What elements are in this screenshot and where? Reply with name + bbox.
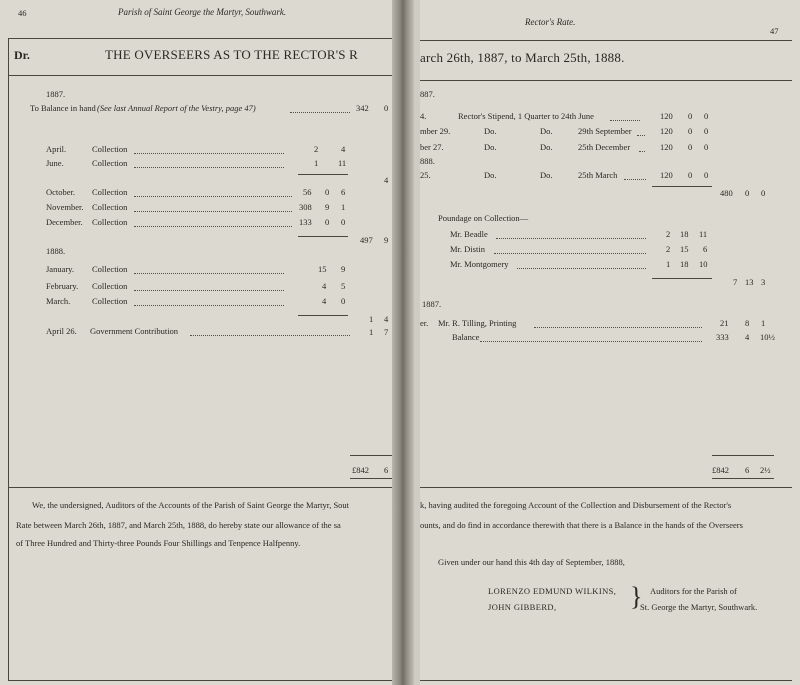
leader-dots [494,253,646,254]
poundage-name: Mr. Distin [450,244,485,254]
frame-bottom-right [420,680,792,681]
item-amount: 9 [325,202,330,212]
leader-dots [134,273,284,274]
stipend-total: 0 [745,188,750,198]
audit-text-left-1: We, the undersigned, Auditors of the Accounts of the Parish of Saint George the Martyr, Sout [32,500,350,510]
poundage-title: Poundage on Collection— [438,213,529,223]
stipend-amount: 120 [660,126,673,136]
poundage-total: 13 [745,277,754,287]
stipend-amount: 120 [660,142,673,152]
stipend-desc: Rector's Stipend, 1 Quarter to 24th June [458,111,594,121]
item-amount: 4 [322,296,327,306]
leader-dots [639,151,645,152]
item-amount: 0 [325,217,330,227]
printing-desc: Mr. R. Tilling, Printing [438,318,517,328]
leader-dots [517,268,646,269]
right-total-pence: 2½ [760,465,771,475]
item-amount: 5 [341,281,346,291]
subtotal-rule [298,236,348,237]
table-bottom-right [420,487,792,488]
left-year-1887: 1887. [46,89,66,99]
month-label: January. [46,264,75,274]
gov-desc: Government Contribution [90,326,179,336]
poundage-amount: 2 [666,244,671,254]
title-rule-left [8,75,392,76]
left-running-title: Parish of Saint George the Martyr, Southwark. [118,7,287,17]
gov-shillings: 7 [384,327,389,337]
poundage-amount: 6 [703,244,708,254]
item-amount: 2 [314,144,319,154]
audit-text-left-3: of Three Hundred and Thirty-three Pounds Four Shillings and Tenpence Halfpenny. [16,538,301,548]
item-amount: 0 [341,296,346,306]
frame-top-right [420,40,792,41]
item-amount: 0 [325,187,330,197]
title-right: arch 26th, 1887, to March 25th, 1888. [420,50,625,65]
stipend-date: 25. [420,170,431,180]
frame-left [8,38,9,680]
stipend-desc: Do. [484,142,497,152]
gov-date: April 26. [46,326,77,336]
given-under-hand: Given under our hand this 4th day of September, 1888, [438,557,625,567]
table-bottom-left [8,487,392,488]
item-amount: 0 [341,217,346,227]
right-total-shillings: 6 [745,465,750,475]
item-amount: 133 [299,217,312,227]
left-total-pounds: £842 [352,465,369,475]
frame-top-left [8,38,392,39]
month-label: June. [46,158,64,168]
left-total-shillings: 6 [384,465,389,475]
item-desc: Collection [92,202,128,212]
auditors-brace: } [630,582,643,611]
right-total-pounds: £842 [712,465,729,475]
right-year-1888: 888. [420,156,435,166]
leader-dots [190,335,350,336]
item-amount: 4 [341,144,346,154]
item-amount: 9 [341,264,346,274]
item-desc: Collection [92,217,128,227]
frame-bottom-left [8,680,392,681]
stipend-desc: Do. [484,126,497,136]
balance-shillings: 0 [384,103,389,113]
stipend-amount: 120 [660,111,673,121]
item-desc: Collection [92,296,128,306]
total-rule-bottom [712,478,774,479]
auditors-note: Auditors for the Parish of [650,586,737,596]
item-amount: 56 [303,187,312,197]
month-label: April. [46,144,67,154]
leader-dots [134,226,292,227]
stipend-amount: 0 [688,142,693,152]
item-amount: 308 [299,202,312,212]
stipend-date: mber 29. [420,126,451,136]
balance-note: (See last Annual Report of the Vestry, page 47) [97,103,256,113]
subtotal-c-pounds: 1 [369,314,374,324]
auditor-name: JOHN GIBBERD, [488,602,557,612]
balance-label: To Balance in hand [30,103,96,113]
leader-dots [637,135,645,136]
auditors-note: St. George the Martyr, Southwark. [640,602,758,612]
total-rule-top [350,455,392,456]
item-amount: 15 [318,264,327,274]
item-desc: Collection [92,281,128,291]
subtotal-a: 4 [384,175,389,185]
item-amount: 1 [341,202,346,212]
stipend-amount: 0 [688,126,693,136]
subtotal-b-pounds: 497 [360,235,373,245]
item-amount: 6 [341,187,346,197]
month-label: December. [46,217,83,227]
stipend-amount: 0 [688,170,693,180]
book-gutter [392,0,414,685]
right-year-1887: 887. [420,89,435,99]
stipend-amount: 0 [704,142,709,152]
month-label: February. [46,281,79,291]
item-desc: Collection [92,187,128,197]
audit-text-right-2: ounts, and do find in accordance therewith that there is a Balance in the hands of the Overseers [420,520,743,530]
leader-dots [290,112,350,113]
stipend-total: 480 [720,188,733,198]
poundage-name: Mr. Beadle [450,229,488,239]
stipend-to: 25th December [578,142,631,152]
stipend-do: Do. [540,126,553,136]
printing-date: er. [420,318,429,328]
leader-dots [134,290,284,291]
leader-dots [134,196,292,197]
leader-dots [496,238,646,239]
total-rule-top [712,455,774,456]
leader-dots [610,120,640,121]
stipend-do: Do. [540,142,553,152]
poundage-amount: 11 [699,229,708,239]
audit-text-right-1: k, having audited the foregoing Account of the Collection and Disbursement of the Rector's [420,500,732,510]
dr-label: Dr. [14,48,30,62]
printing-shillings: 8 [745,318,750,328]
total-rule-bottom [350,478,392,479]
stipend-total: 0 [761,188,766,198]
month-label: March. [46,296,71,306]
poundage-amount: 2 [666,229,671,239]
right-balance-pence: 10½ [760,332,775,342]
printing-pounds: 21 [720,318,729,328]
stipend-do: Do. [540,170,553,180]
leader-dots [624,179,646,180]
month-label: November. [46,202,84,212]
right-year-1887b: 1887. [422,299,442,309]
subtotal-c-shillings: 4 [384,314,389,324]
poundage-amount: 18 [680,229,689,239]
poundage-name: Mr. Montgomery [450,259,509,269]
subtotal-rule [652,186,712,187]
left-year-1888: 1888. [46,246,66,256]
subtotal-rule [298,315,348,316]
stipend-amount: 0 [688,111,693,121]
leader-dots [134,153,284,154]
printing-pence: 1 [761,318,766,328]
right-page-number: 47 [770,26,779,36]
month-label: October. [46,187,76,197]
stipend-to: 29th September [578,126,632,136]
leader-dots [480,341,702,342]
stipend-amount: 0 [704,126,709,136]
subtotal-b-shillings: 9 [384,235,389,245]
stipend-amount: 0 [704,111,709,121]
book-gutter-edge [414,0,420,685]
stipend-to: 25th March [578,170,618,180]
right-balance-pounds: 333 [716,332,729,342]
balance-desc: Balance [452,332,480,342]
auditor-name: LORENZO EDMUND WILKINS, [488,586,617,596]
stipend-amount: 120 [660,170,673,180]
subtotal-rule [652,278,712,279]
poundage-total: 7 [733,277,738,287]
stipend-desc: Do. [484,170,497,180]
stipend-date: ber 27. [420,142,444,152]
poundage-amount: 15 [680,244,689,254]
subtotal-rule [298,174,348,175]
leader-dots [134,167,284,168]
gov-pounds: 1 [369,327,374,337]
poundage-amount: 18 [680,259,689,269]
item-desc: Collection [92,158,128,168]
item-amount: 11 [338,158,347,168]
item-desc: Collection [92,144,128,154]
item-amount: 1 [314,158,319,168]
leader-dots [134,211,292,212]
right-running-title: Rector's Rate. [525,17,576,27]
audit-text-left-2: Rate between March 26th, 1887, and March 25th, 1888, do hereby state our allowance of the sa [16,520,341,530]
leader-dots [534,327,702,328]
item-desc: Collection [92,264,128,274]
title-rule-right [420,80,792,81]
balance-pounds: 342 [356,103,369,113]
poundage-amount: 10 [699,259,708,269]
stipend-amount: 0 [704,170,709,180]
leader-dots [134,305,284,306]
item-amount: 4 [322,281,327,291]
left-page-number: 46 [18,8,27,18]
right-balance-shillings: 4 [745,332,750,342]
stipend-date: 4. [420,111,427,121]
poundage-total: 3 [761,277,766,287]
poundage-amount: 1 [666,259,671,269]
title-left: THE OVERSEERS AS TO THE RECTOR'S R [105,47,359,62]
